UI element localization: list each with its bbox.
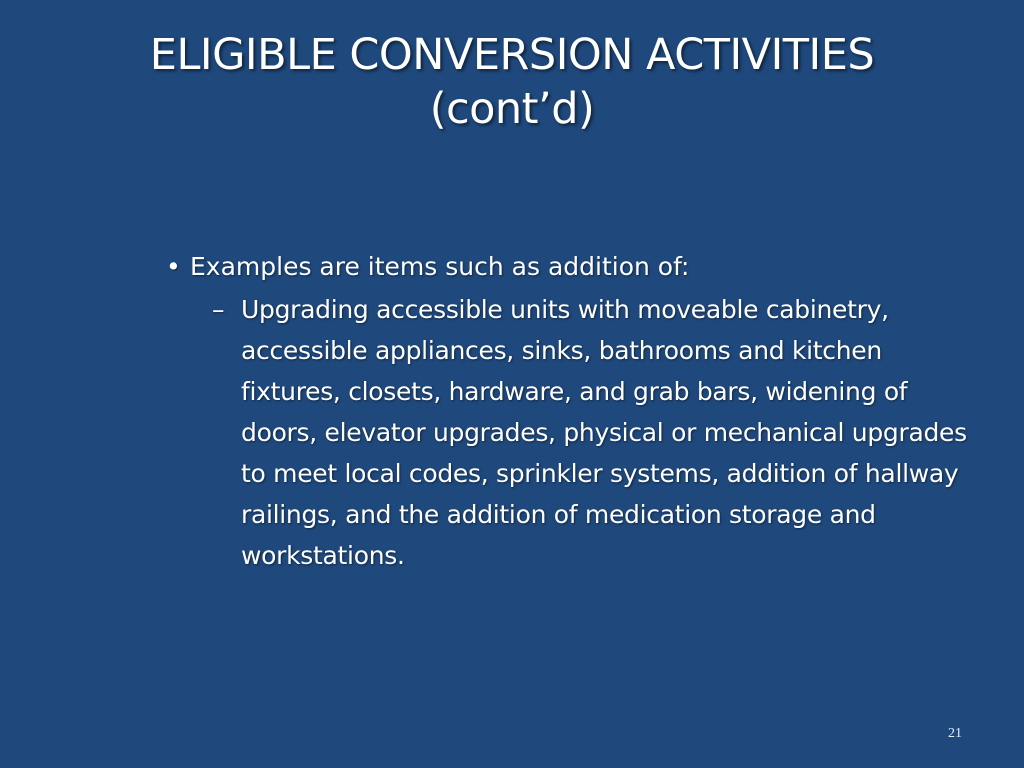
slide-content	[160, 246, 970, 576]
slide-title-line-2: (cont’d)	[429, 84, 595, 134]
page-number: 21	[948, 726, 962, 741]
sub-bullet-item-1	[160, 289, 970, 576]
slide-title	[40, 28, 984, 136]
bullet-marker: •	[166, 252, 181, 281]
bullet-text: Examples are items such as addition of:	[190, 252, 690, 281]
bullet-item-1	[160, 246, 970, 287]
sub-bullet-marker: –	[212, 295, 225, 324]
sub-bullet-text: Upgrading accessible units with moveable cabinetry, accessible appliances, sinks, bathrooms and kitchen fixtures, closets, hardware, and grab bars, widening of doors, elevator upgrades, physical or mechanical upgrades to meet local codes, sprinkler systems, addition of hallway railings, and the addition of medication storage and workstations.	[241, 295, 967, 570]
slide-title-line-1: ELIGIBLE CONVERSION ACTIVITIES	[149, 30, 875, 80]
